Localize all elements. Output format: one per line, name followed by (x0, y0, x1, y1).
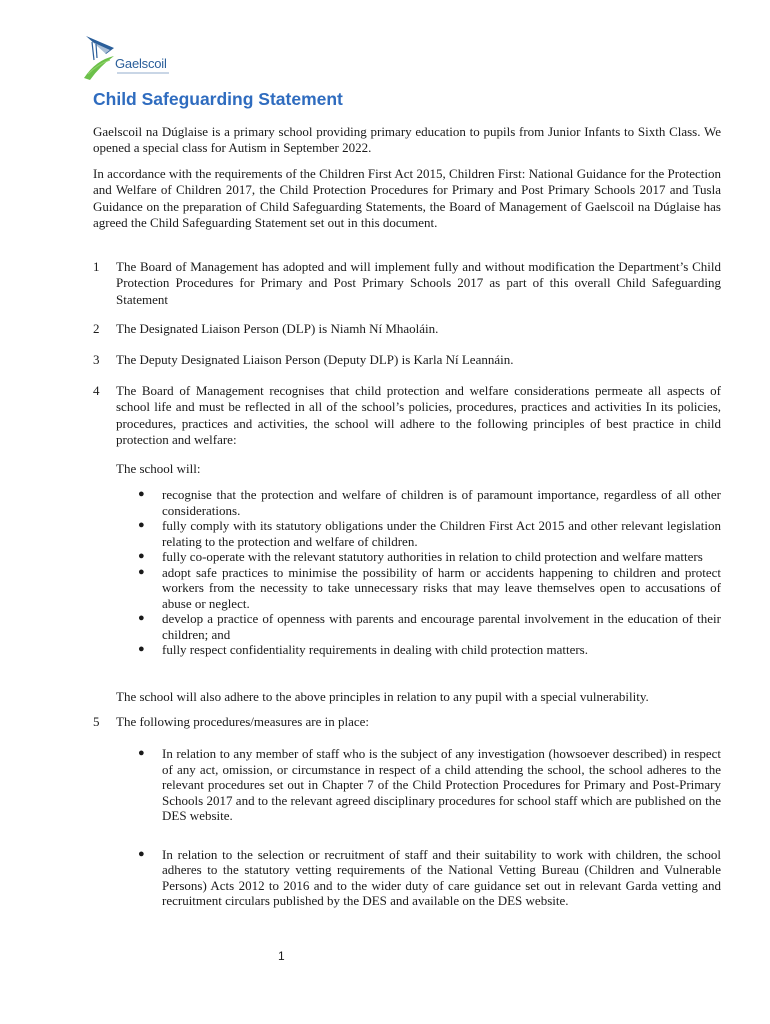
item-number: 2 (93, 321, 100, 336)
bullet-icon: ● (138, 488, 145, 500)
list-item-text: fully respect confidentiality requirements in dealing with child protection matters. (162, 642, 588, 657)
bullet-icon: ● (138, 612, 145, 624)
item-text: The Board of Management has adopted and will implement fully and without modification the Department’s Child Protection Procedures for Primary and Post Primary Schools 2017 as part of this overall Child Safeguarding Statement (116, 259, 721, 307)
item-text: The following procedures/measures are in place: (116, 714, 370, 729)
bullet-icon: ● (138, 550, 145, 562)
school-logo (84, 34, 184, 84)
list-item-text: In relation to any member of staff who is the subject of any investigation (howsoever described) in respect of any act, omission, or circumstance in respect of a child attending the school, the school adheres to the relevant procedures set out in Chapter 7 of the Child Protection Procedures for Primary and Post-Primary Schools 2017 and to the relevant agreed disciplinary procedures for school staff which are published on the DES website. (162, 746, 721, 823)
bullet-icon: ● (138, 519, 145, 531)
list-item-text: fully comply with its statutory obligations under the Children First Act 2015 and other relevant legislation relating to the protection and welfare of children. (162, 518, 721, 549)
intro-paragraph-1: Gaelscoil na Dúglaise is a primary school providing primary education to pupils from Junior Infants to Sixth Class. We opened a special class for Autism in September 2022. (93, 124, 721, 156)
list-item-text: adopt safe practices to minimise the possibility of harm or accidents happening to children and protect workers from the necessity to take unnecessary risks that may leave themselves open to accusations of abuse or neglect. (162, 564, 721, 611)
list-item (116, 746, 721, 824)
page-title: Child Safeguarding Statement (93, 89, 343, 109)
list-item (116, 611, 721, 642)
list-item (116, 847, 721, 909)
logo-tagline-rule (117, 72, 169, 74)
list-item (116, 549, 721, 565)
list-item-text: fully co-operate with the relevant statutory authorities in relation to child protection and welfare matters (162, 549, 703, 564)
item-number: 3 (93, 352, 100, 367)
intro-paragraph-2: In accordance with the requirements of the Children First Act 2015, Children First: National Guidance for the Protection and Welfare of Children 2017, the Child Protection Procedures for Primary and Post Primary Schools 2017 and Tusla Guidance on the preparation of Child Safeguarding Statements, the Board of Management of Gaelscoil na Dúglaise has agreed the Child Safeguarding Statement set out in this document. (93, 166, 721, 230)
list-item (116, 642, 721, 658)
item-text: The Deputy Designated Liaison Person (Deputy DLP) is Karla Ní Leannáin. (116, 352, 514, 367)
bullet-icon: ● (138, 847, 145, 860)
item-number: 1 (93, 259, 100, 274)
list-item (116, 487, 721, 518)
item-text: The Designated Liaison Person (DLP) is Niamh Ní Mhaoláin. (116, 321, 439, 336)
list-item (116, 518, 721, 549)
bullet-icon: ● (138, 565, 145, 578)
bullet-icon: ● (138, 643, 145, 655)
item-text: The Board of Management recognises that child protection and welfare considerations permeate all aspects of school life and must be reflected in all of the school’s policies, procedures, practices and activities In its policies, procedures, practices and activities, the school will adhere to the following principles of best practice in child protection and welfare: (116, 383, 721, 447)
special-vulnerability-note: The school will also adhere to the above principles in relation to any pupil with a special vulnerability. (116, 689, 649, 704)
page-number: 1 (278, 949, 285, 963)
list-item (116, 565, 721, 612)
principles-list (116, 487, 721, 658)
list-item-text: In relation to the selection or recruitment of staff and their suitability to work with children, the school adheres to the statutory vetting requirements of the National Vetting Bureau (Children and Vulnerable Persons) Acts 2012 to 2016 and to the wider duty of care guidance set out in relevant Garda vetting and recruitment circulars published by the DES and available on the DES website. (162, 846, 721, 908)
school-will-lead: The school will: (116, 461, 201, 476)
list-item-text: develop a practice of openness with parents and encourage parental involvement in the education of their children; and (162, 611, 721, 642)
bullet-icon: ● (138, 747, 145, 759)
logo-wordmark: Gaelscoil (115, 56, 167, 71)
item-number: 4 (93, 383, 100, 398)
procedures-list (116, 746, 721, 909)
item-number: 5 (93, 714, 100, 729)
list-item-text: recognise that the protection and welfare of children is of paramount importance, regardless of all other considerations. (162, 487, 721, 518)
